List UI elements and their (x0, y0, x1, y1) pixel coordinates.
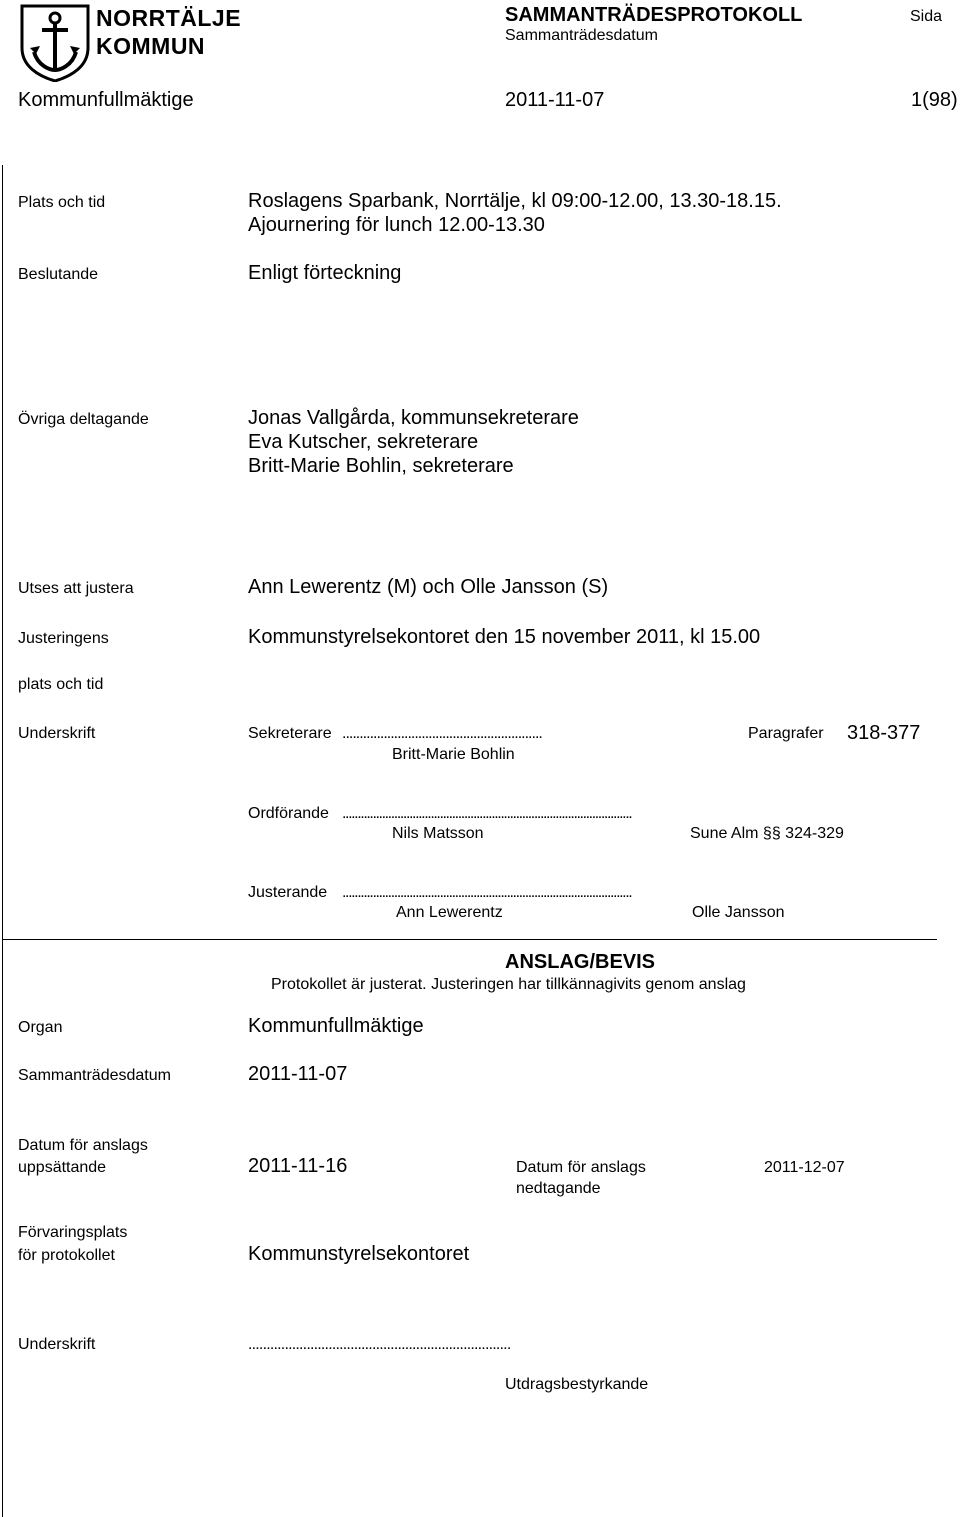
place-label: Plats och tid (18, 194, 106, 211)
meeting-date-value: 2011-11-07 (248, 1063, 348, 1085)
paragraphs-label: Paragrafer (748, 725, 824, 742)
other-participants-list (248, 406, 579, 478)
participant: Britt-Marie Bohlin, sekreterare (248, 455, 514, 477)
removed-date-label-2: nedtagande (516, 1180, 601, 1197)
place-line-2: Ajournering för lunch 12.00-13.30 (248, 214, 545, 236)
notice-signature-label: Underskrift (18, 1336, 96, 1353)
place-line-1: Roslagens Sparbank, Norrtälje, kl 09:00-12.00, 13.30-18.15. (248, 190, 782, 212)
header-organ: Kommunfullmäktige (18, 89, 194, 111)
storage-label-1: Förvaringsplats (18, 1224, 128, 1241)
chair-label: Ordförande (248, 805, 329, 822)
secretary-label: Sekreterare (248, 725, 332, 742)
adjustment-place-label-2: plats och tid (18, 676, 104, 693)
header-date: 2011-11-07 (505, 89, 605, 111)
notice-signature-line: ........................................................................ (248, 1336, 511, 1353)
certified-by-label: Utdragsbestyrkande (505, 1376, 649, 1393)
adjustment-place-label-1: Justeringens (18, 630, 109, 647)
removed-date-value: 2011-12-07 (764, 1159, 845, 1176)
logo-line-1: NORRTÄLJE (96, 5, 242, 31)
storage-label-2: för protokollet (18, 1247, 115, 1264)
chair-name-1: Nils Matsson (392, 825, 484, 842)
posted-date-label-2: uppsättande (18, 1159, 107, 1176)
adjusters-label: Utses att justera (18, 580, 134, 597)
secretary-signature-line: .......................................................... (342, 725, 542, 742)
participant: Jonas Vallgårda, kommunsekreterare (248, 407, 579, 429)
municipality-crest-icon (20, 4, 90, 82)
header-page-number: 1(98) (911, 89, 958, 111)
organ-value: Kommunfullmäktige (248, 1015, 424, 1037)
meeting-date-label: Sammanträdesdatum (18, 1067, 171, 1084)
header-page-label: Sida (910, 8, 943, 25)
municipality-logo-text (96, 4, 241, 60)
other-participants-label: Övriga deltagande (18, 411, 149, 428)
decision-makers-label: Beslutande (18, 266, 99, 283)
chair-name-2: Sune Alm §§ 324-329 (690, 825, 844, 842)
secretary-name: Britt-Marie Bohlin (392, 746, 515, 763)
adjusters-value: Ann Lewerentz (M) och Olle Jansson (S) (248, 576, 609, 598)
paragraphs-value: 318-377 (847, 722, 921, 744)
adjustment-place-value: Kommunstyrelsekontoret den 15 november 2011, kl 15.00 (248, 626, 761, 648)
participant: Eva Kutscher, sekreterare (248, 431, 479, 453)
document-title: SAMMANTRÄDESPROTOKOLL (505, 4, 803, 26)
decision-makers-value: Enligt förteckning (248, 262, 402, 284)
adjuster-name-2: Olle Jansson (692, 904, 785, 921)
storage-value: Kommunstyrelsekontoret (248, 1243, 470, 1265)
removed-date-label-1: Datum för anslags (516, 1159, 646, 1176)
posted-date-value: 2011-11-16 (248, 1155, 348, 1177)
chair-signature-line: ............................................................................................... (342, 805, 632, 822)
header-date-label: Sammanträdesdatum (505, 27, 658, 44)
adjuster-name-1: Ann Lewerentz (396, 904, 503, 921)
posted-date-label-1: Datum för anslags (18, 1137, 148, 1154)
organ-label: Organ (18, 1019, 63, 1036)
left-margin-rule (2, 165, 3, 1517)
signature-label: Underskrift (18, 725, 96, 742)
adjuster-signature-line: ............................................................................................... (342, 884, 632, 901)
logo-line-2: KOMMUN (96, 33, 206, 59)
adjuster-label: Justerande (248, 884, 328, 901)
notice-subtitle: Protokollet är justerat. Justeringen har tillkännagivits genom anslag (271, 976, 746, 993)
notice-title: ANSLAG/BEVIS (505, 951, 656, 973)
section-divider (2, 939, 937, 940)
